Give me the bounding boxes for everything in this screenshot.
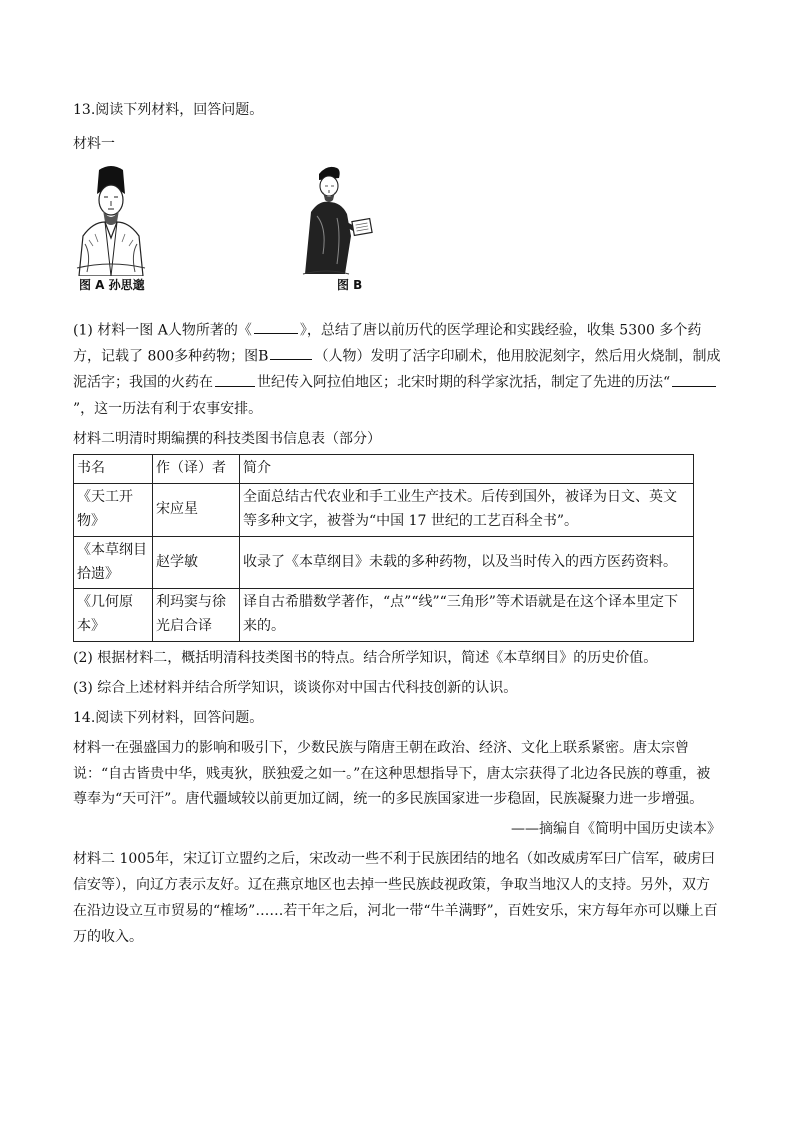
table-cell-author: 赵学敏	[153, 536, 240, 589]
sub1-text-part2: 》，总结了唐以前历代的医学理论和实践经验，收集 5300 多个药方，记载了 800多种药物；图B	[73, 322, 702, 365]
question-14-material1: 材料一在强盛国力的影响和吸引下，少数民族与隋唐王朝在政治、经济、文化上联系紧密。唐太宗曾说：“自古皆贵中华，贱夷狄，朕独爱之如一。”在这种思想指导下，唐太宗获得了北边各民族的尊重，被尊奉为“天可汗”。唐代疆域较以前更加辽阔，统一的多民族国家进一步稳固，民族凝聚力进一步增强。	[73, 739, 711, 808]
figure-b-caption: 图 B	[337, 277, 363, 292]
table-row	[74, 536, 694, 589]
table-cell-author: 利玛窦与徐光启合译	[153, 589, 240, 642]
question-13-title: 13.阅读下列材料，回答问题。	[73, 102, 264, 118]
blank-century[interactable]	[215, 370, 255, 386]
table-cell-intro: 译自古希腊数学著作，“点”“线”“三角形”等术语就是在这个译本里定下来的。	[240, 589, 694, 642]
science-books-table	[73, 454, 694, 642]
table-header-cell: 书名	[74, 455, 153, 484]
portrait-figure-b-image	[297, 164, 377, 276]
table-row	[74, 589, 694, 642]
figures-row	[75, 164, 721, 314]
figure-a	[75, 164, 235, 314]
table-cell-intro: 全面总结古代农业和手工业生产技术。后传到国外，被译为日文、英文等多种文字，被誉为“中国 17 世纪的工艺百科全书”。	[240, 484, 694, 537]
table-cell-book: 《本草纲目拾遗》	[74, 536, 153, 589]
table-cell-book: 《天工开物》	[74, 484, 153, 537]
question-14-title: 14.阅读下列材料，回答问题。	[73, 709, 264, 726]
question-13-sub3: (3) 综合上述材料并结合所学知识，谈谈你对中国古代科技创新的认识。	[73, 679, 518, 696]
figure-a-caption: 图 A 孙思邈	[79, 277, 145, 292]
blank-book-title[interactable]	[254, 318, 298, 334]
table-header-cell: 简介	[240, 455, 694, 484]
sub1-text-part1: (1) 材料一图 A人物所著的《	[73, 322, 252, 339]
table-header-row	[74, 455, 694, 484]
table-cell-intro: 收录了《本草纲目》未载的多种药物，以及当时传入的西方医药资料。	[240, 536, 694, 589]
figure-b	[275, 164, 435, 314]
sub1-text-part4: 世纪传入阿拉伯地区；北宋时期的科学家沈括，制定了先进的历法“	[257, 374, 671, 391]
document-page	[73, 98, 721, 951]
sub1-text-part3: （人物）发明了活字印刷术，他用胶泥刻字，然后用火烧制，制成泥活字；我国的火药在	[73, 348, 721, 391]
blank-calendar[interactable]	[672, 370, 716, 386]
question-13-sub1	[73, 318, 721, 423]
material1-source: ——摘编自《简明中国历史读本》	[511, 821, 721, 838]
table-row	[74, 484, 694, 537]
portrait-sun-simiao-image	[75, 164, 147, 276]
table-header-cell: 作（译）者	[153, 455, 240, 484]
question-13-sub2: (2) 根据材料二，概括明清科技类图书的特点。结合所学知识，简述《本草纲目》的历史价值。	[73, 649, 658, 666]
blank-person[interactable]	[270, 344, 312, 360]
material-2-label: 材料二明清时期编撰的科技类图书信息表（部分）	[73, 430, 381, 447]
material-1-label: 材料一	[73, 135, 115, 152]
table-cell-author: 宋应星	[153, 484, 240, 537]
question-14-material2: 材料二 1005年，宋辽订立盟约之后，宋改动一些不利于民族团结的地名（如改威虏军曰广信军，破虏曰信安等），向辽方表示友好。辽在燕京地区也去掉一些民族歧视政策，争取当地汉人的支持。另外，双方在沿边设立互市贸易的“榷场”……若干年之后，河北一带“牛羊满野”，百姓安乐，宋方每年亦可以赚上百万的收入。	[73, 851, 718, 945]
table-cell-book: 《几何原本》	[74, 589, 153, 642]
sub1-text-part5: ”，这一历法有利于农事安排。	[73, 400, 263, 417]
